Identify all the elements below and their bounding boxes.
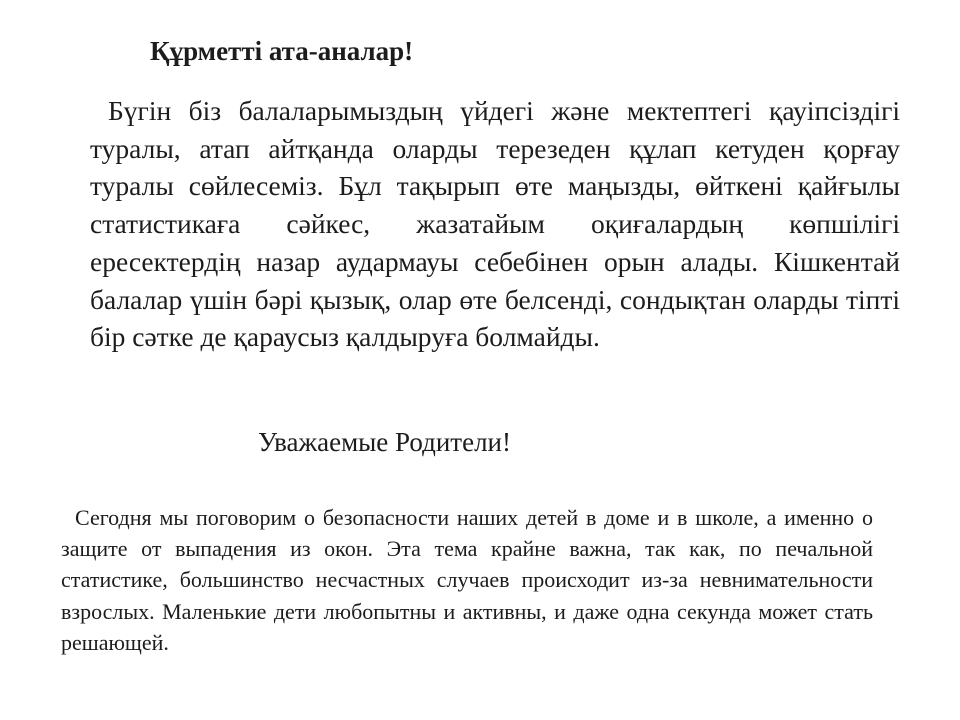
- kazakh-greeting-title: Құрметті ата-аналар!: [150, 36, 414, 66]
- russian-greeting-title: Уважаемые Родители!: [258, 427, 511, 457]
- russian-body-paragraph: Сегодня мы поговорим о безопасности наших детей в доме и в школе, а именно о защите от выпадения из окон. Эта тема крайне важна, так как, по печальной статистике, большинство несчастных случаев происходит из-за невнимательности взрослых. Маленькие дети любопытны и активны, и даже одна секунда может стать решающей.: [61, 505, 873, 655]
- kazakh-body-paragraph: Бүгін біз балаларымыздың үйдегі және мектептегі қауіпсіздігі туралы, атап айтқанда оларды терезеден құлап кетуден қорғау туралы сөйлесеміз. Бұл тақырып өте маңызды, өйткені қайғылы статистикаға сәйкес, жазатайым оқиғалардың көпшілігі ересектердің назар аудармауы себебінен орын алады. Кішкентай балалар үшін бәрі қызық, олар өте белсенді, сондықтан оларды тіпті бір сәтке де қараусыз қалдыруға болмайды.: [90, 95, 900, 353]
